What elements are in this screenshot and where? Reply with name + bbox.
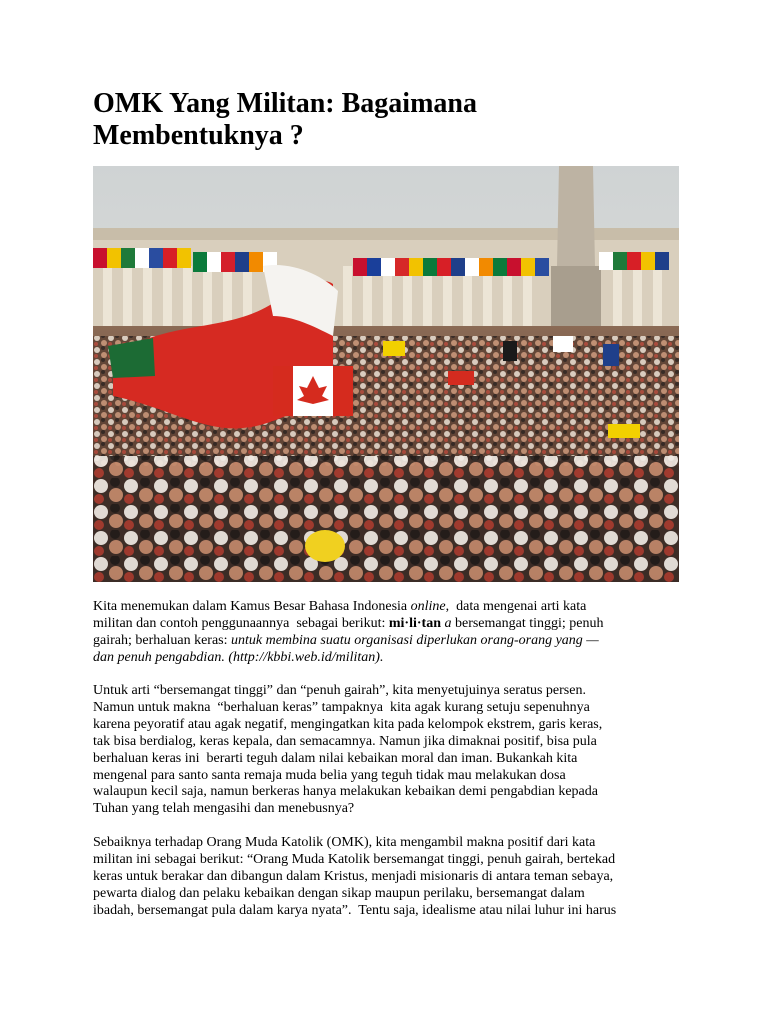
- p1-line-1: [93, 599, 683, 616]
- title-line-1: OMK Yang Militan: Bagaimana: [93, 88, 477, 119]
- p2-line: berhaluan keras ini berarti teguh dalam nilai kebaikan moral dan iman. Bukankah kita: [93, 750, 578, 766]
- p2-line: Tuhan yang telah mengasihi dan menebusnya?: [93, 801, 355, 817]
- paragraph-meaning: [93, 683, 683, 818]
- p3-line: keras untuk berakar dan dibangun dalam Kristus, menjadi misionaris di antara teman sebaya,: [93, 868, 614, 884]
- crowd-with-flags-photo: [93, 166, 679, 582]
- p1-text: bersemangat tinggi; penuh: [451, 615, 604, 631]
- p3-line: militan ini sebagai berikut: “Orang Muda Katolik bersemangat tinggi, penuh gairah, bertekad: [93, 851, 616, 867]
- p1-line-3: [93, 633, 683, 650]
- p1-text: , data mengenai arti kata: [445, 599, 587, 614]
- p2-line: Untuk arti “bersemangat tinggi” dan “penuh gairah”, kita menyetujuinya seratus persen.: [93, 683, 586, 698]
- p1-pos-italic: a: [444, 615, 452, 631]
- p1-line-4: dan penuh pengabdian. (http://kbbi.web.id/militan).: [93, 649, 384, 665]
- p1-line-2: [93, 616, 683, 633]
- paragraph-omk: [93, 835, 683, 920]
- p2-line: walaupun kecil saja, namun berkeras hanya melakukan kebaikan demi pengabdian kepada: [93, 784, 598, 800]
- p1-text: militan dan contoh penggunaannya sebagai berikut:: [93, 615, 389, 631]
- paragraph-definition: [93, 599, 683, 667]
- p2-line: tak bisa berdialog, keras kepala, dan semacamnya. Namun jika dimaknai positif, bisa pula: [93, 733, 597, 749]
- p1-headword: mi·li·tan: [388, 615, 441, 631]
- p2-line: Namun untuk makna “berhaluan keras” tampaknya kita agak kurang setuju sepenuhnya: [93, 699, 590, 715]
- p1-text: Kita menemukan dalam Kamus Besar Bahasa Indonesia: [93, 599, 411, 614]
- p1-example-italic: untuk membina suatu organisasi diperlukan orang-orang yang —: [231, 632, 599, 648]
- p1-text: gairah; berhaluan keras:: [93, 632, 231, 648]
- p3-line: ibadah, bersemangat pula dalam karya nyata”. Tentu saja, idealisme atau nilai luhur ini harus: [93, 902, 617, 918]
- p3-line: pewarta dialog dan pelaku kebaikan dengan sikap maupun perilaku, bersemangat dalam: [93, 885, 585, 901]
- p2-line: karena peyoratif atau agak negatif, mengingatkan kita pada kelompok ekstrem, garis keras,: [93, 716, 603, 732]
- title-line-2: Membentuknya ?: [93, 120, 304, 151]
- article-title: [93, 88, 693, 152]
- p1-online-italic: online: [410, 599, 446, 614]
- p2-line: mengenal para santo santa remaja muda belia yang teguh tidak mau melakukan dosa: [93, 767, 566, 783]
- p3-line: Sebaiknya terhadap Orang Muda Katolik (OMK), kita mengambil makna positif dari kata: [93, 835, 596, 850]
